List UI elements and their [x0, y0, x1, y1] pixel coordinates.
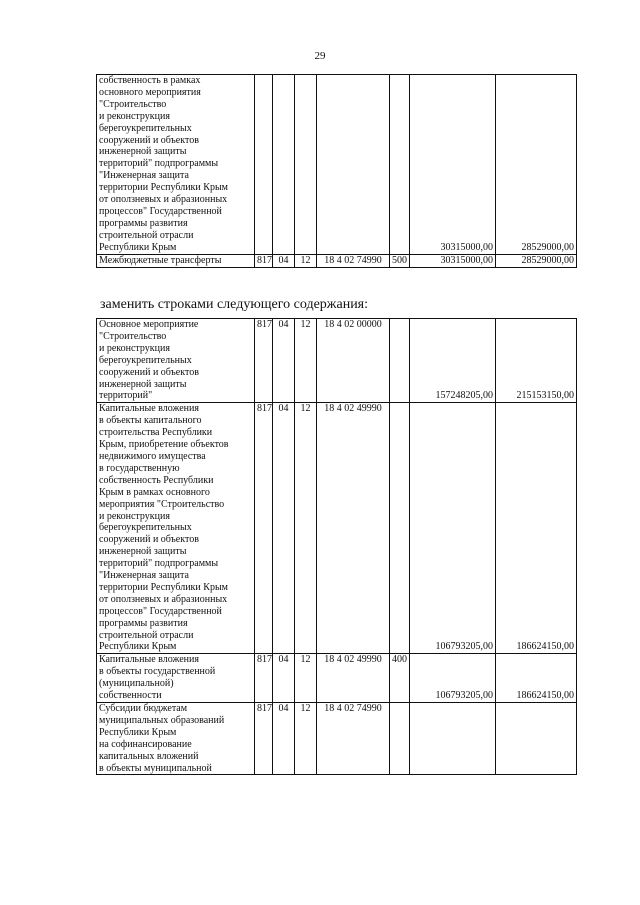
row-name-line: и реконструкция	[99, 110, 170, 122]
target-article-cell: 18 4 02 74990	[317, 703, 390, 775]
ministry-code-cell: 817	[255, 654, 273, 703]
amount-year1-cell: 106793205,00	[410, 654, 496, 703]
row-name-line: Республики Крым	[99, 241, 177, 253]
row-name-cell	[97, 654, 255, 703]
table-row	[97, 654, 577, 703]
amount-year1-cell	[410, 703, 496, 775]
row-name-line: строительства Республики	[99, 427, 213, 439]
subsection-code-cell: 12	[295, 254, 317, 267]
page-number: 29	[314, 50, 326, 62]
row-name-line: территорий" подпрограммы	[99, 158, 219, 170]
amount-year2-cell	[496, 703, 577, 775]
budget-table-bottom	[96, 318, 577, 775]
row-name-line: капитальных вложений	[99, 750, 199, 762]
section-code-cell: 04	[273, 654, 295, 703]
amount-year2-cell: 215153150,00	[496, 319, 577, 403]
section-code-cell: 04	[273, 254, 295, 267]
target-article-cell: 18 4 02 74990	[317, 254, 390, 267]
ministry-code-cell: 817	[255, 319, 273, 403]
target-article-cell: 18 4 02 49990	[317, 654, 390, 703]
row-name-line: строительной отрасли	[99, 229, 194, 241]
row-name-line: программы развития	[99, 617, 188, 629]
row-name-line: берегоукрепительных	[99, 122, 192, 134]
row-name-line: Капитальные вложения	[99, 403, 199, 415]
table-row	[97, 75, 577, 255]
section-code-cell: 04	[273, 403, 295, 654]
row-name-line: программы развития	[99, 217, 188, 229]
row-name-cell	[97, 319, 255, 403]
row-name-line: собственности	[99, 690, 162, 702]
amount-year1-cell: 30315000,00	[410, 75, 496, 255]
row-name-line: "Строительство	[99, 330, 167, 342]
target-article-cell: 18 4 02 00000	[317, 319, 390, 403]
expense-type-cell: 500	[390, 254, 410, 267]
target-article-cell	[317, 75, 390, 255]
expense-type-cell	[390, 319, 410, 403]
subsection-code-cell: 12	[295, 654, 317, 703]
row-name-line: процессов" Государственной	[99, 605, 222, 617]
subsection-code-cell: 12	[295, 403, 317, 654]
expense-type-cell	[390, 703, 410, 775]
section-code-cell	[273, 75, 295, 255]
subsection-code-cell: 12	[295, 319, 317, 403]
row-name-line: Капитальные вложения	[99, 654, 199, 666]
row-name-line: строительной отрасли	[99, 629, 194, 641]
row-name-line: инженерной защиты	[99, 546, 187, 558]
row-name-cell	[97, 254, 255, 267]
row-name-line: "Инженерная защита	[99, 570, 189, 582]
row-name-line: недвижимого имущества	[99, 450, 206, 462]
amount-year2-cell: 186624150,00	[496, 654, 577, 703]
section-code-cell: 04	[273, 319, 295, 403]
row-name-line: сооружений и объектов	[99, 534, 199, 546]
amount-year2-cell: 186624150,00	[496, 403, 577, 654]
row-name-line: Крым в рамках основного	[99, 486, 210, 498]
subsection-code-cell: 12	[295, 703, 317, 775]
row-name-line: и реконструкция	[99, 510, 170, 522]
row-name-line: собственность в рамках	[99, 75, 201, 86]
table-row	[97, 403, 577, 654]
row-name-line: основного мероприятия	[99, 86, 201, 98]
row-name-line: и реконструкция	[99, 342, 170, 354]
row-name-line: территорий" подпрограммы	[99, 558, 219, 570]
row-name-line: берегоукрепительных	[99, 354, 192, 366]
row-name-line: Крым, приобретение объектов	[99, 439, 229, 451]
row-name-line: мероприятия "Строительство	[99, 498, 225, 510]
table-row	[97, 703, 577, 775]
ministry-code-cell: 817	[255, 703, 273, 775]
row-name-line: от оползневых и абразионных	[99, 593, 228, 605]
ministry-code-cell: 817	[255, 254, 273, 267]
row-name-line: муниципальных образований	[99, 714, 225, 726]
row-name-line: инженерной защиты	[99, 378, 187, 390]
row-name-line: берегоукрепительных	[99, 522, 192, 534]
row-name-line: Республики Крым	[99, 641, 177, 653]
row-name-cell	[97, 75, 255, 255]
replace-heading: заменить строками следующего содержания:	[100, 297, 369, 312]
row-name-line: сооружений и объектов	[99, 134, 199, 146]
subsection-code-cell	[295, 75, 317, 255]
row-name-line: сооружений и объектов	[99, 366, 199, 378]
row-name-line: собственность Республики	[99, 474, 214, 486]
amount-year1-cell: 157248205,00	[410, 319, 496, 403]
expense-type-cell	[390, 403, 410, 654]
amount-year1-cell: 106793205,00	[410, 403, 496, 654]
row-name-line: Основное мероприятие	[99, 319, 199, 330]
row-name-line: на софинансирование	[99, 738, 192, 750]
amount-year2-cell: 28529000,00	[496, 75, 577, 255]
row-name-line: от оползневых и абразионных	[99, 194, 228, 206]
expense-type-cell: 400	[390, 654, 410, 703]
section-code-cell: 04	[273, 703, 295, 775]
row-name-line: территорий"	[99, 390, 153, 402]
row-name-line: "Инженерная защита	[99, 170, 189, 182]
row-name-cell	[97, 403, 255, 654]
amount-year2-cell: 28529000,00	[496, 254, 577, 267]
table-row	[97, 319, 577, 403]
row-name-line: Республики Крым	[99, 726, 177, 738]
target-article-cell: 18 4 02 49990	[317, 403, 390, 654]
row-name-line: в объекты муниципальной	[99, 762, 212, 774]
row-name-line: процессов" Государственной	[99, 205, 222, 217]
row-name-line: (муниципальной)	[99, 678, 174, 690]
amount-year1-cell: 30315000,00	[410, 254, 496, 267]
row-name-line: в объекты капитального	[99, 415, 202, 427]
row-name-line: территории Республики Крым	[99, 581, 228, 593]
row-name-line: Субсидии бюджетам	[99, 703, 188, 714]
row-name-line: Межбюджетные трансферты	[99, 254, 222, 266]
ministry-code-cell	[255, 75, 273, 255]
row-name-cell	[97, 703, 255, 775]
table-row	[97, 254, 577, 267]
ministry-code-cell: 817	[255, 403, 273, 654]
budget-table-top	[96, 74, 577, 268]
row-name-line: территории Республики Крым	[99, 182, 228, 194]
row-name-line: инженерной защиты	[99, 146, 187, 158]
row-name-line: в объекты государственной	[99, 666, 216, 678]
expense-type-cell	[390, 75, 410, 255]
row-name-line: в государственную	[99, 462, 180, 474]
row-name-line: "Строительство	[99, 98, 167, 110]
